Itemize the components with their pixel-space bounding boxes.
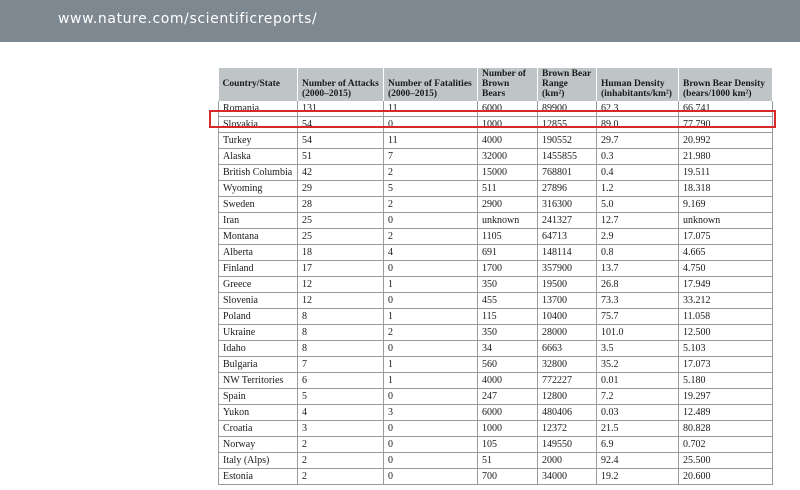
table-row	[219, 325, 773, 341]
cell-attacks: 25	[298, 229, 384, 245]
cell-range: 28000	[538, 325, 597, 341]
cell-bear-density: 19.511	[679, 165, 773, 181]
cell-human-density: 13.7	[597, 261, 679, 277]
cell-bear-density: 5.180	[679, 373, 773, 389]
table-row	[219, 437, 773, 453]
table-row	[219, 181, 773, 197]
cell-human-density: 0.3	[597, 149, 679, 165]
table-row	[219, 389, 773, 405]
table-row	[219, 149, 773, 165]
cell-range: 148114	[538, 245, 597, 261]
cell-human-density: 0.01	[597, 373, 679, 389]
cell-bear-density: 17.949	[679, 277, 773, 293]
cell-attacks: 8	[298, 341, 384, 357]
cell-brown-bears: 247	[478, 389, 538, 405]
cell-brown-bears: 1105	[478, 229, 538, 245]
bear-attacks-table-container	[218, 68, 772, 485]
cell-bear-density: 12.500	[679, 325, 773, 341]
cell-human-density: 6.9	[597, 437, 679, 453]
cell-brown-bears: 34	[478, 341, 538, 357]
cell-human-density: 0.03	[597, 405, 679, 421]
cell-attacks: 5	[298, 389, 384, 405]
cell-attacks: 8	[298, 325, 384, 341]
cell-attacks: 4	[298, 405, 384, 421]
cell-country: Norway	[219, 437, 298, 453]
cell-range: 19500	[538, 277, 597, 293]
cell-fatalities: 1	[384, 357, 478, 373]
cell-attacks: 2	[298, 453, 384, 469]
cell-country: Bulgaria	[219, 357, 298, 373]
cell-bear-density: 18.318	[679, 181, 773, 197]
cell-country: Croatia	[219, 421, 298, 437]
cell-country: Finland	[219, 261, 298, 277]
cell-bear-density: 66.741	[679, 101, 773, 117]
cell-human-density: 7.2	[597, 389, 679, 405]
table-row	[219, 405, 773, 421]
table-row	[219, 197, 773, 213]
cell-country: Alberta	[219, 245, 298, 261]
cell-fatalities: 5	[384, 181, 478, 197]
cell-bear-density: 12.489	[679, 405, 773, 421]
cell-range: 32800	[538, 357, 597, 373]
cell-attacks: 3	[298, 421, 384, 437]
cell-brown-bears: 6000	[478, 405, 538, 421]
cell-human-density: 21.5	[597, 421, 679, 437]
cell-fatalities: 0	[384, 389, 478, 405]
cell-attacks: 29	[298, 181, 384, 197]
cell-bear-density: 77.790	[679, 117, 773, 133]
cell-fatalities: 1	[384, 309, 478, 325]
cell-bear-density: 19.297	[679, 389, 773, 405]
cell-fatalities: 0	[384, 421, 478, 437]
cell-bear-density: 0.702	[679, 437, 773, 453]
cell-range: 12855	[538, 117, 597, 133]
table-row	[219, 213, 773, 229]
cell-fatalities: 0	[384, 213, 478, 229]
cell-brown-bears: 15000	[478, 165, 538, 181]
cell-human-density: 2.9	[597, 229, 679, 245]
table-row	[219, 133, 773, 149]
cell-fatalities: 0	[384, 261, 478, 277]
cell-attacks: 12	[298, 293, 384, 309]
table-row	[219, 341, 773, 357]
cell-country: Iran	[219, 213, 298, 229]
cell-bear-density: 33.212	[679, 293, 773, 309]
table-row	[219, 309, 773, 325]
cell-brown-bears: 700	[478, 469, 538, 485]
cell-country: Slovakia	[219, 117, 298, 133]
cell-attacks: 2	[298, 437, 384, 453]
table-row	[219, 245, 773, 261]
cell-human-density: 0.8	[597, 245, 679, 261]
cell-brown-bears: 51	[478, 453, 538, 469]
cell-country: Spain	[219, 389, 298, 405]
cell-country: Poland	[219, 309, 298, 325]
cell-country: NW Territories	[219, 373, 298, 389]
cell-attacks: 18	[298, 245, 384, 261]
bear-attacks-table	[218, 68, 773, 485]
cell-fatalities: 0	[384, 437, 478, 453]
column-header-range: Brown Bear Range (km²)	[538, 68, 597, 101]
cell-brown-bears: 105	[478, 437, 538, 453]
cell-fatalities: 11	[384, 101, 478, 117]
cell-bear-density: 9.169	[679, 197, 773, 213]
cell-country: Romania	[219, 101, 298, 117]
cell-attacks: 28	[298, 197, 384, 213]
cell-brown-bears: 350	[478, 277, 538, 293]
cell-bear-density: 5.103	[679, 341, 773, 357]
table-row	[219, 373, 773, 389]
cell-brown-bears: 350	[478, 325, 538, 341]
cell-brown-bears: 115	[478, 309, 538, 325]
cell-brown-bears: 1700	[478, 261, 538, 277]
column-header-bear-density: Brown Bear Density (bears/1000 km²)	[679, 68, 773, 101]
cell-fatalities: 2	[384, 325, 478, 341]
cell-fatalities: 3	[384, 405, 478, 421]
cell-brown-bears: 1000	[478, 421, 538, 437]
cell-attacks: 8	[298, 309, 384, 325]
cell-fatalities: 1	[384, 277, 478, 293]
cell-bear-density: unknown	[679, 213, 773, 229]
cell-range: 64713	[538, 229, 597, 245]
cell-country: Ukraine	[219, 325, 298, 341]
cell-fatalities: 0	[384, 469, 478, 485]
table-header-row	[219, 68, 773, 101]
cell-fatalities: 0	[384, 341, 478, 357]
cell-range: 6663	[538, 341, 597, 357]
table-row	[219, 453, 773, 469]
cell-country: British Columbia	[219, 165, 298, 181]
cell-human-density: 26.8	[597, 277, 679, 293]
column-header-fatalities: Number of Fatalities (2000–2015)	[384, 68, 478, 101]
cell-human-density: 0.4	[597, 165, 679, 181]
cell-brown-bears: 2900	[478, 197, 538, 213]
cell-country: Estonia	[219, 469, 298, 485]
cell-human-density: 19.2	[597, 469, 679, 485]
column-header-country: Country/State	[219, 68, 298, 101]
column-header-human-density: Human Density (inhabitants/km²)	[597, 68, 679, 101]
cell-fatalities: 0	[384, 453, 478, 469]
cell-attacks: 54	[298, 133, 384, 149]
cell-bear-density: 11.058	[679, 309, 773, 325]
cell-range: 13700	[538, 293, 597, 309]
cell-fatalities: 2	[384, 165, 478, 181]
cell-human-density: 1.2	[597, 181, 679, 197]
cell-human-density: 3.5	[597, 341, 679, 357]
cell-human-density: 73.3	[597, 293, 679, 309]
cell-range: 357900	[538, 261, 597, 277]
cell-human-density: 5.0	[597, 197, 679, 213]
table-body	[219, 101, 773, 485]
cell-bear-density: 17.073	[679, 357, 773, 373]
cell-human-density: 101.0	[597, 325, 679, 341]
cell-attacks: 25	[298, 213, 384, 229]
cell-bear-density: 4.750	[679, 261, 773, 277]
cell-human-density: 35.2	[597, 357, 679, 373]
table-row	[219, 117, 773, 133]
cell-range: 190552	[538, 133, 597, 149]
cell-attacks: 17	[298, 261, 384, 277]
cell-country: Yukon	[219, 405, 298, 421]
cell-brown-bears: 455	[478, 293, 538, 309]
cell-fatalities: 1	[384, 373, 478, 389]
cell-fatalities: 4	[384, 245, 478, 261]
cell-country: Italy (Alps)	[219, 453, 298, 469]
cell-human-density: 62.3	[597, 101, 679, 117]
cell-range: 12800	[538, 389, 597, 405]
cell-attacks: 2	[298, 469, 384, 485]
cell-bear-density: 25.500	[679, 453, 773, 469]
column-header-brown-bears: Number of Brown Bears	[478, 68, 538, 101]
cell-attacks: 6	[298, 373, 384, 389]
cell-brown-bears: 1000	[478, 117, 538, 133]
cell-attacks: 42	[298, 165, 384, 181]
cell-fatalities: 11	[384, 133, 478, 149]
cell-brown-bears: 691	[478, 245, 538, 261]
table-row	[219, 293, 773, 309]
cell-human-density: 12.7	[597, 213, 679, 229]
cell-human-density: 29.7	[597, 133, 679, 149]
cell-fatalities: 2	[384, 197, 478, 213]
cell-range: 480406	[538, 405, 597, 421]
cell-range: 27896	[538, 181, 597, 197]
cell-range: 12372	[538, 421, 597, 437]
cell-brown-bears: 511	[478, 181, 538, 197]
table-row	[219, 357, 773, 373]
cell-country: Sweden	[219, 197, 298, 213]
cell-attacks: 7	[298, 357, 384, 373]
cell-fatalities: 0	[384, 117, 478, 133]
table-row	[219, 277, 773, 293]
table-row	[219, 421, 773, 437]
cell-fatalities: 7	[384, 149, 478, 165]
cell-bear-density: 20.600	[679, 469, 773, 485]
cell-country: Alaska	[219, 149, 298, 165]
cell-range: 772227	[538, 373, 597, 389]
cell-range: 768801	[538, 165, 597, 181]
cell-bear-density: 17.075	[679, 229, 773, 245]
cell-range: 241327	[538, 213, 597, 229]
table-row	[219, 261, 773, 277]
cell-country: Montana	[219, 229, 298, 245]
cell-attacks: 12	[298, 277, 384, 293]
cell-fatalities: 2	[384, 229, 478, 245]
cell-range: 89900	[538, 101, 597, 117]
journal-url: www.nature.com/scientificreports/	[58, 11, 318, 27]
cell-country: Idaho	[219, 341, 298, 357]
cell-bear-density: 20.992	[679, 133, 773, 149]
cell-range: 2000	[538, 453, 597, 469]
cell-brown-bears: 4000	[478, 133, 538, 149]
column-header-attacks: Number of Attacks (2000–2015)	[298, 68, 384, 101]
cell-bear-density: 80.828	[679, 421, 773, 437]
cell-bear-density: 4.665	[679, 245, 773, 261]
cell-human-density: 89.0	[597, 117, 679, 133]
table-row	[219, 101, 773, 117]
table-row	[219, 165, 773, 181]
cell-range: 316300	[538, 197, 597, 213]
cell-country: Turkey	[219, 133, 298, 149]
cell-range: 10400	[538, 309, 597, 325]
cell-attacks: 131	[298, 101, 384, 117]
cell-brown-bears: 4000	[478, 373, 538, 389]
cell-range: 34000	[538, 469, 597, 485]
cell-range: 1455855	[538, 149, 597, 165]
table-row	[219, 469, 773, 485]
cell-country: Greece	[219, 277, 298, 293]
cell-attacks: 51	[298, 149, 384, 165]
cell-bear-density: 21.980	[679, 149, 773, 165]
cell-human-density: 92.4	[597, 453, 679, 469]
cell-brown-bears: 32000	[478, 149, 538, 165]
cell-human-density: 75.7	[597, 309, 679, 325]
cell-brown-bears: 6000	[478, 101, 538, 117]
cell-country: Wyoming	[219, 181, 298, 197]
cell-brown-bears: 560	[478, 357, 538, 373]
cell-attacks: 54	[298, 117, 384, 133]
table-row	[219, 229, 773, 245]
cell-country: Slovenia	[219, 293, 298, 309]
cell-brown-bears: unknown	[478, 213, 538, 229]
page-header-bar	[0, 0, 800, 42]
cell-range: 149550	[538, 437, 597, 453]
cell-fatalities: 0	[384, 293, 478, 309]
